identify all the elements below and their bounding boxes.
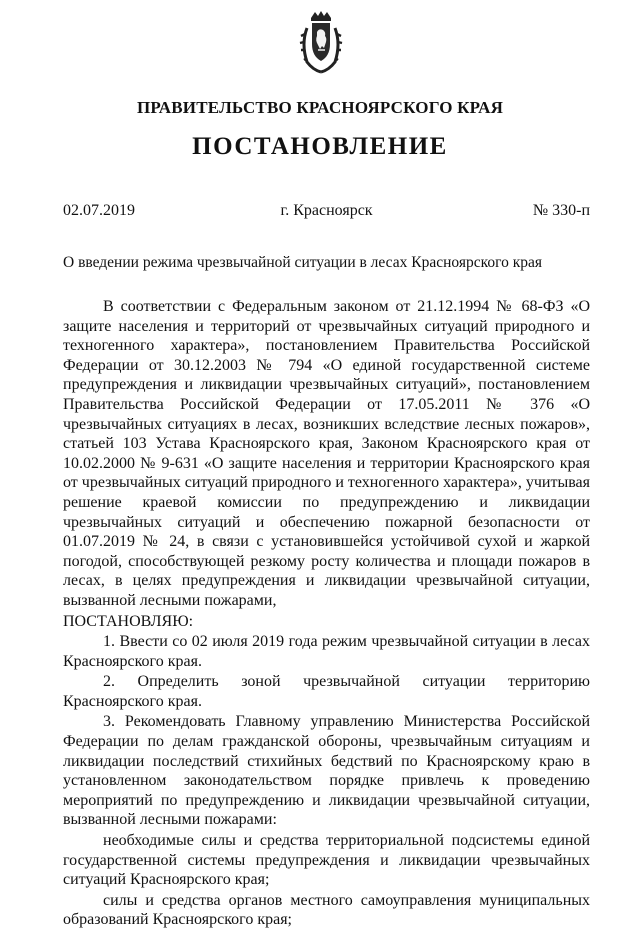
item-1: 1. Ввести со 02 июля 2019 года режим чрезвычайной ситуации в лесах Красноярского края. [63,633,590,670]
preamble-paragraph: В соответствии с Федеральным законом от 21.12.1994 № 68-ФЗ «О защите населения и территорий от чрезвычайных ситуаций природного и техногенного характера», постановлением Правительства Российской Федерации от 30.12.2003 № 794 «О единой государственной системе предупреждения и ликвидации чрезвычайных ситуаций», постановлением Правительства Российской Федерации от 17.05.2011 № 376 «О чрезвычайных ситуациях в лесах, возникших вследствие лесных пожаров», статьей 103 Устава Красноярского края, Законом Красноярского края от 10.02.2000 № 9-631 «О защите населения и территории Красноярского края от чрезвычайных ситуаций природного и техногенного характера», учитывая решение краевой комиссии по предупреждению и ликвидации чрезвычайных ситуаций и обеспечению пожарной безопасности от 01.07.2019 № 24, в связи с установившейся устойчивой сухой и жаркой погодой, способствующей резкому росту количества и площади пожаров в лесах, в целях предупреждения и ликвидации чрезвычайной ситуации, вызванной лесными пожарами, [63,298,590,609]
document-date: 02.07.2019 [63,202,135,219]
document-number: № 330-п [532,202,590,219]
document-subject: О введении режима чрезвычайной ситуации в лесах Красноярского края [63,254,542,271]
subitem-2: силы и средства органов местного самоуправления муниципальных образований Красноярского края; [63,891,590,929]
resolve-heading: ПОСТАНОВЛЯЮ: [63,612,194,630]
document-city: г. Красноярск [280,202,373,219]
item-2: 2. Определить зоной чрезвычайной ситуации территорию Красноярского края. [63,673,590,710]
document-type-title: ПОСТАНОВЛЕНИЕ [192,133,448,160]
government-title: ПРАВИТЕЛЬСТВО КРАСНОЯРСКОГО КРАЯ [136,98,504,117]
item-3: 3. Рекомендовать Главному управлению Министерства Российской Федерации по делам гражданской обороны, чрезвычайным ситуациям и ликвидации последствий стихийных бедствий по Красноярскому краю в установленном законодательством порядке привлечь к проведению мероприятий по предупреждению и ликвидации чрезвычайной ситуации, вызванной лесными пожарами: [63,713,590,829]
document-meta-row [63,202,590,222]
document-body [63,297,590,930]
subitem-1: необходимые силы и средства территориальной подсистемы единой государственной системы предупреждения и ликвидации чрезвычайных ситуаций Красноярского края; [63,832,590,889]
krasnoyarsk-coat-of-arms-icon [299,10,343,74]
